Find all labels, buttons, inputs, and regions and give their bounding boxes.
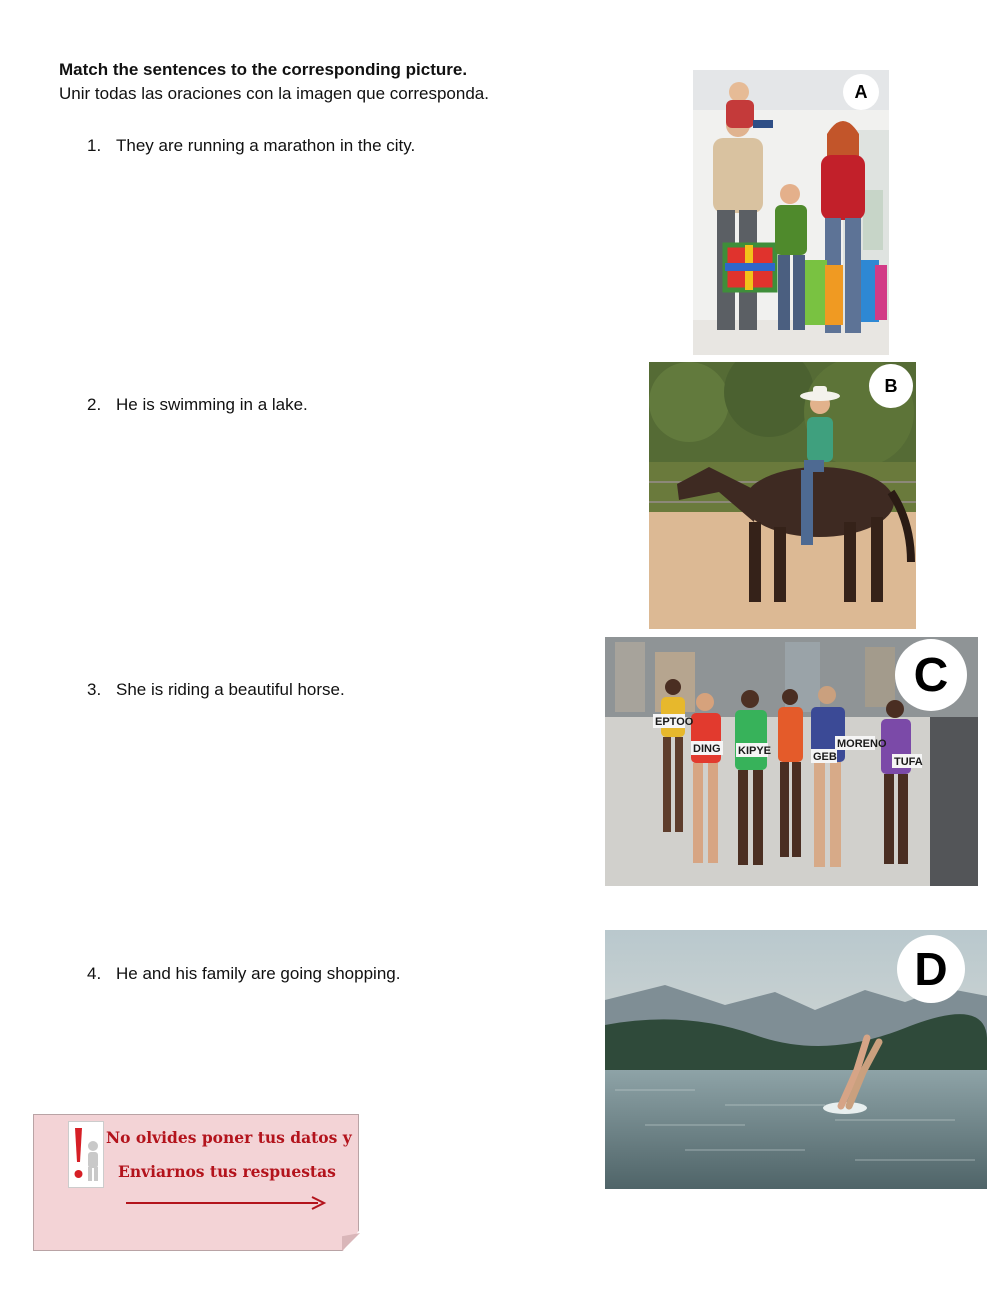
worksheet-subtitle: Unir todas las oraciones con la imagen que corresponda. (59, 84, 489, 103)
right-arrow-icon (126, 1196, 328, 1210)
runner-bib: EPTOO (655, 716, 694, 728)
picture-d-lake-diving[interactable] (605, 930, 987, 1189)
sentence-number: 2. (87, 395, 102, 414)
runner-bib: GEB (813, 751, 837, 763)
sentence-3[interactable] (87, 680, 345, 700)
picture-b-horse-riding[interactable] (649, 362, 916, 629)
picture-letter-badge: A (843, 74, 879, 110)
sentence-text: They are running a marathon in the city. (116, 136, 416, 155)
sentence-number: 1. (87, 136, 102, 155)
picture-letter-badge: B (869, 364, 913, 408)
family-shopping-illustration (693, 70, 889, 355)
runner-bib: MORENO (837, 738, 887, 750)
sentence-number: 3. (87, 680, 102, 699)
runner-bib: TUFA (894, 756, 923, 768)
picture-c-marathon[interactable] (605, 637, 978, 886)
picture-letter-badge: C (895, 639, 967, 711)
sentence-text: He is swimming in a lake. (116, 395, 308, 414)
exclamation-person-icon (68, 1121, 104, 1188)
sentence-text: She is riding a beautiful horse. (116, 680, 345, 699)
note-line-2: Enviarnos tus respuestas (118, 1162, 336, 1181)
sentence-4[interactable] (87, 964, 400, 984)
note-line-1: No olvides poner tus datos y (106, 1128, 352, 1147)
sentence-1[interactable] (87, 136, 415, 156)
runner-bib: DING (693, 743, 721, 755)
sentence-2[interactable] (87, 395, 308, 415)
sentence-text: He and his family are going shopping. (116, 964, 401, 983)
worksheet-title: Match the sentences to the corresponding picture. (59, 60, 468, 79)
picture-letter-badge: D (897, 935, 965, 1003)
picture-a-family-shopping[interactable] (693, 70, 889, 355)
runner-bib: KIPYE (738, 745, 772, 757)
sentence-number: 4. (87, 964, 102, 983)
